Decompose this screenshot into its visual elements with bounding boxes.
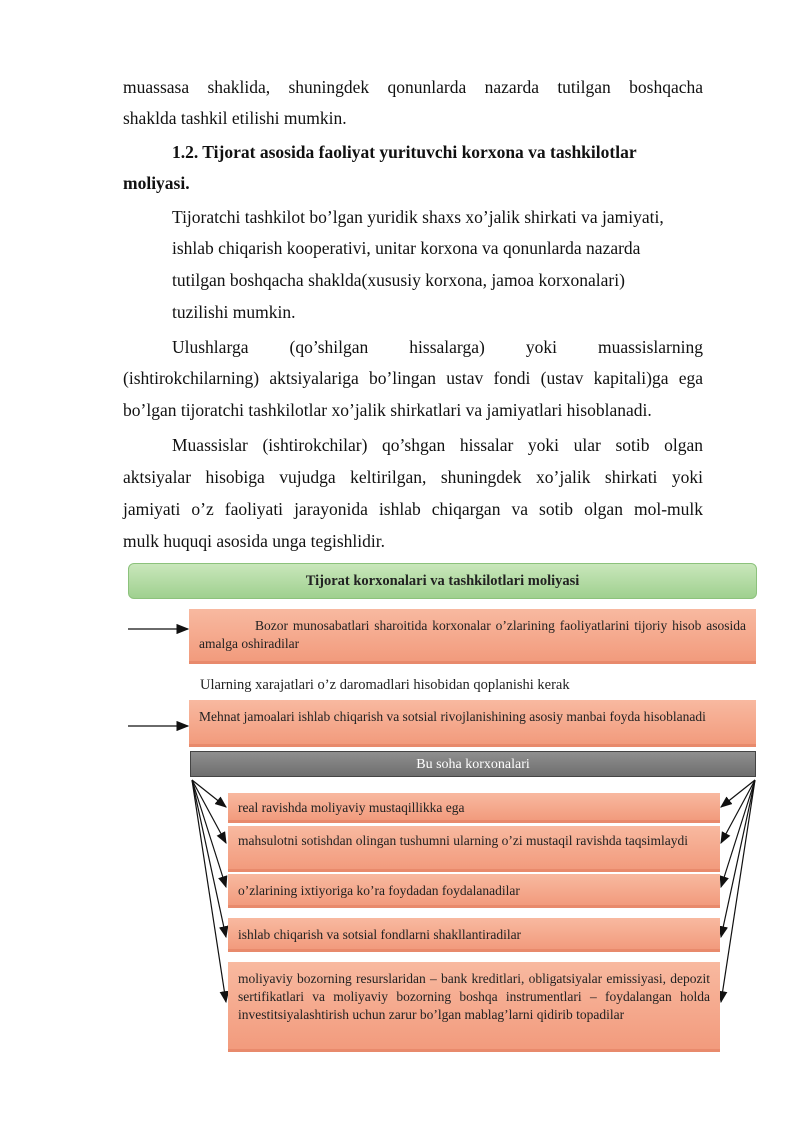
- industry-enterprises-bar: Bu soha korxonalari: [190, 751, 756, 777]
- paragraph-line: ishlab chiqarish kooperativi, unitar korxona va qonunlarda nazarda: [172, 238, 641, 258]
- paragraph-line: tutilgan boshqacha shaklda(xususiy korxona, jamoa korxonalari): [172, 270, 625, 290]
- arrow-right-item5: [721, 780, 755, 1002]
- paragraph-line: muassasa shaklida, shuningdek qonunlarda nazarda tutilgan boshqacha: [123, 77, 703, 97]
- diagram-item: mahsulotni sotishdan olingan tushumni ularning o’zi mustaqil ravishda taqsimlaydi: [228, 826, 720, 872]
- section-heading: 1.2. Tijorat asosida faoliyat yurituvchi korxona va tashkilotlar: [172, 142, 637, 162]
- arrow-left-item5: [192, 780, 226, 1002]
- paragraph-line: mulk huquqi asosida unga tegishlidir.: [123, 531, 385, 551]
- finance-diagram: [0, 560, 800, 1060]
- paragraph-line: (ishtirokchilarning) aktsiyalariga bo’lingan ustav fondi (ustav kapitali)ga ega: [123, 368, 703, 388]
- diagram-title-box: Tijorat korxonalari va tashkilotlari moliyasi: [128, 563, 757, 599]
- paragraph-line: Ulushlarga (qo’shilgan hissalarga) yoki muassislarning: [172, 337, 703, 357]
- labor-collective-box: Mehnat jamoalari ishlab chiqarish va sotsial rivojlanishining asosiy manbai foyda hisoblanadi: [189, 700, 756, 747]
- market-relations-box: Bozor munosabatlari sharoitida korxonalar o’zlarining faoliyatlarini tijoriy hisob asosida amalga oshiradilar: [189, 609, 756, 664]
- paragraph-line: aktsiyalar hisobiga vujudga keltirilgan, shuningdek xo’jalik shirkati yoki: [123, 467, 703, 487]
- paragraph-line: jamiyati o’z faoliyati jarayonida ishlab chiqargan va sotib olgan mol-mulk: [123, 499, 703, 519]
- diagram-item: ishlab chiqarish va sotsial fondlarni shakllantiradilar: [228, 918, 720, 952]
- paragraph-line: shaklda tashkil etilishi mumkin.: [123, 108, 347, 128]
- paragraph-line: Muassislar (ishtirokchilar) qo’shgan hissalar yoki ular sotib olgan: [172, 435, 703, 455]
- paragraph-line: tuzilishi mumkin.: [172, 302, 296, 322]
- diagram-item: real ravishda moliyaviy mustaqillikka ega: [228, 793, 720, 823]
- section-heading-continuation: moliyasi.: [123, 173, 190, 193]
- diagram-item: o’zlarining ixtiyoriga ko’ra foydadan foydalanadilar: [228, 874, 720, 908]
- diagram-item: moliyaviy bozorning resurslaridan – bank kreditlari, obligatsiyalar emissiyasi, depozit sertifikatlari va moliyaviy bozorning boshqa instrumentlari – foydalangan holda investitsiyalashtirish uchun zarur bo’lgan mablag’larni qidirib topadilar: [228, 962, 720, 1052]
- paragraph-line: bo’lgan tijoratchi tashkilotlar xo’jalik shirkatlari va jamiyatlari hisoblanadi.: [123, 400, 652, 420]
- paragraph-line: Tijoratchi tashkilot bo’lgan yuridik shaxs xo’jalik shirkati va jamiyati,: [172, 207, 664, 227]
- expenses-note: Ularning xarajatlari o’z daromadlari hisobidan qoplanishi kerak: [200, 677, 570, 693]
